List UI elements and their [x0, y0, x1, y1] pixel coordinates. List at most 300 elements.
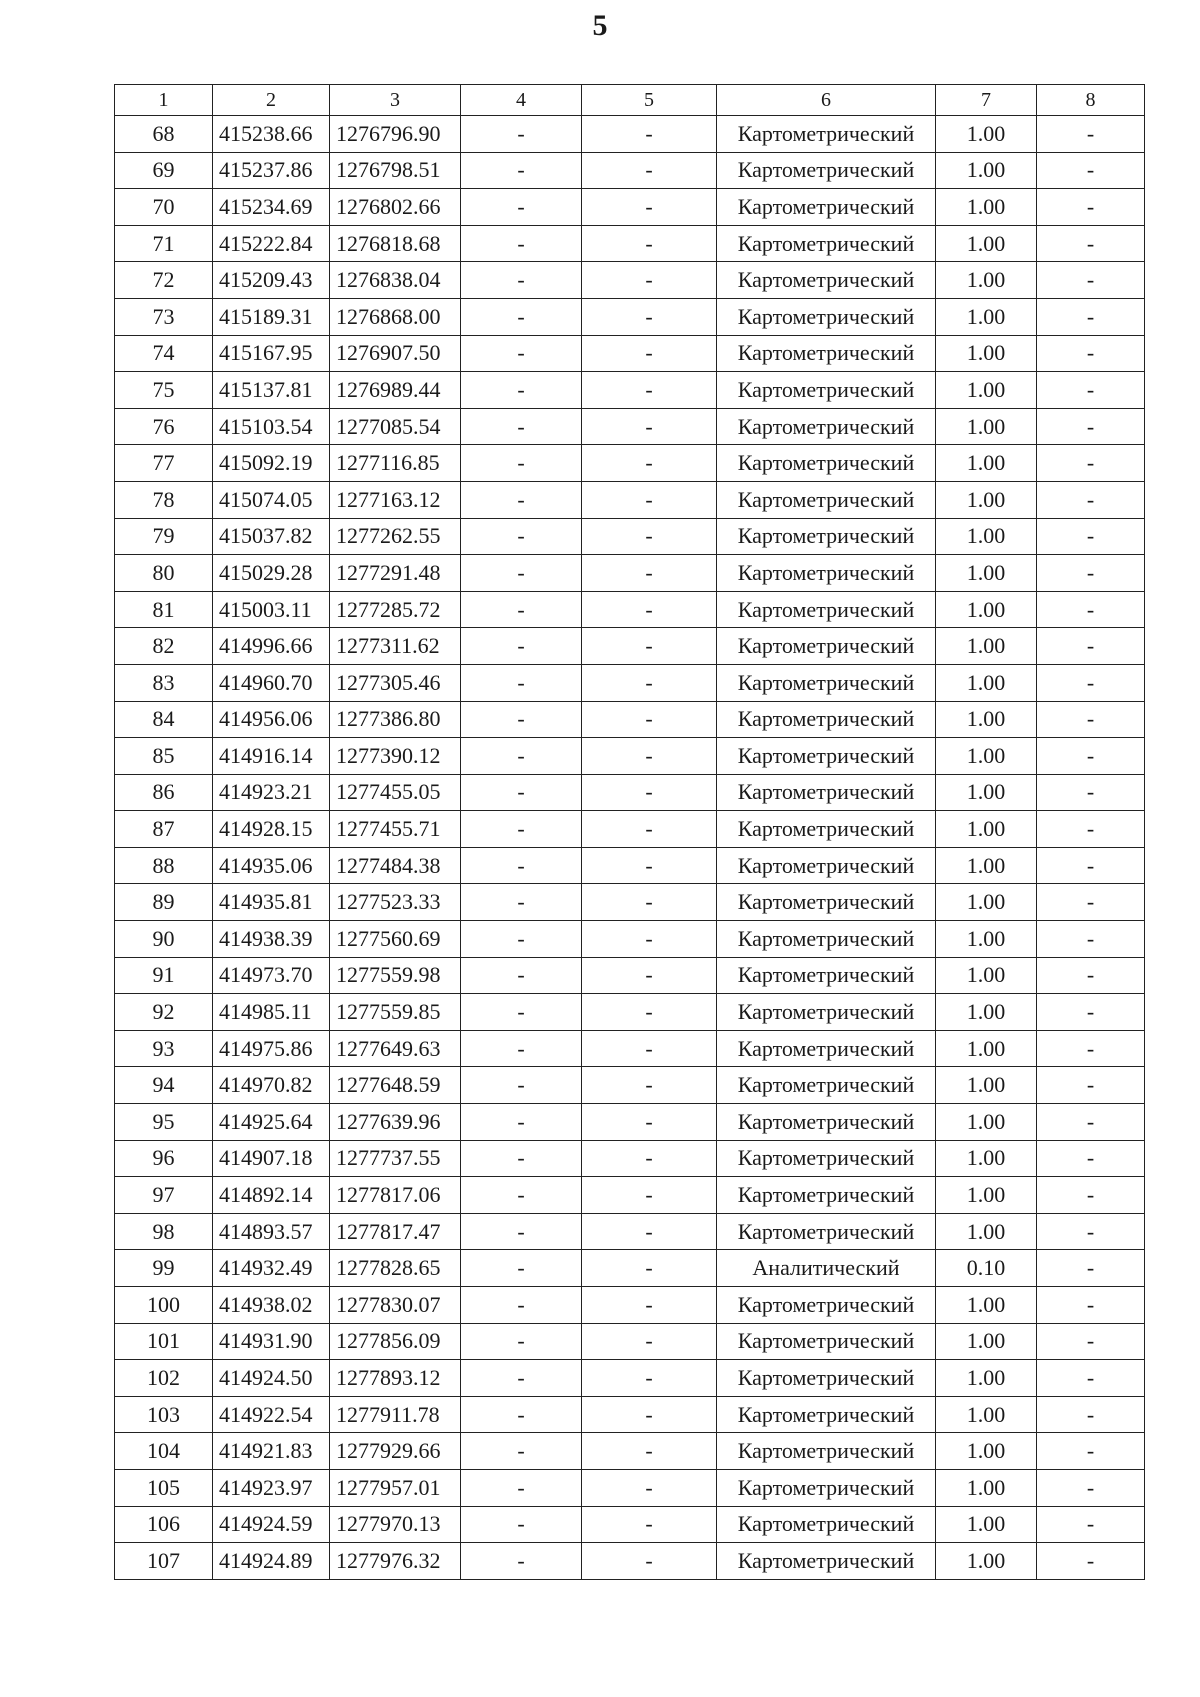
column-8-cell: - [1037, 445, 1145, 482]
column-8-cell: - [1037, 921, 1145, 958]
point-number-cell: 69 [115, 152, 213, 189]
column-4-cell: - [461, 811, 582, 848]
accuracy-cell: 1.00 [936, 847, 1037, 884]
column-8-cell: - [1037, 591, 1145, 628]
method-cell: Картометрический [717, 372, 936, 409]
y-coordinate-cell: 1277386.80 [330, 701, 461, 738]
table-row [115, 774, 1145, 811]
y-coordinate-cell: 1277455.71 [330, 811, 461, 848]
method-cell: Картометрический [717, 116, 936, 153]
table-row [115, 1287, 1145, 1324]
column-4-cell: - [461, 152, 582, 189]
point-number-cell: 104 [115, 1433, 213, 1470]
column-4-cell: - [461, 1433, 582, 1470]
page-number: 5 [592, 9, 608, 42]
point-number-cell: 90 [115, 921, 213, 958]
method-cell: Картометрический [717, 1469, 936, 1506]
column-5-cell: - [582, 116, 717, 153]
y-coordinate-cell: 1277976.32 [330, 1543, 461, 1580]
column-5-cell: - [582, 1506, 717, 1543]
method-cell: Картометрический [717, 1323, 936, 1360]
accuracy-cell: 1.00 [936, 152, 1037, 189]
column-5-cell: - [582, 1396, 717, 1433]
column-8-cell: - [1037, 1213, 1145, 1250]
table-body [115, 116, 1145, 1580]
y-coordinate-cell: 1277291.48 [330, 555, 461, 592]
column-5-cell: - [582, 189, 717, 226]
accuracy-cell: 1.00 [936, 1030, 1037, 1067]
column-4-cell: - [461, 701, 582, 738]
method-cell: Картометрический [717, 555, 936, 592]
accuracy-cell: 1.00 [936, 1396, 1037, 1433]
accuracy-cell: 1.00 [936, 1323, 1037, 1360]
y-coordinate-cell: 1277285.72 [330, 591, 461, 628]
y-coordinate-cell: 1277648.59 [330, 1067, 461, 1104]
x-coordinate-cell: 415238.66 [213, 116, 330, 153]
point-number-cell: 75 [115, 372, 213, 409]
x-coordinate-cell: 415234.69 [213, 189, 330, 226]
column-8-cell: - [1037, 664, 1145, 701]
accuracy-cell: 1.00 [936, 994, 1037, 1031]
method-cell: Картометрический [717, 1030, 936, 1067]
y-coordinate-cell: 1276907.50 [330, 335, 461, 372]
x-coordinate-cell: 414925.64 [213, 1104, 330, 1141]
method-cell: Картометрический [717, 1433, 936, 1470]
table-row [115, 701, 1145, 738]
accuracy-cell: 1.00 [936, 591, 1037, 628]
method-cell: Картометрический [717, 1067, 936, 1104]
column-4-cell: - [461, 1287, 582, 1324]
column-5-cell: - [582, 1213, 717, 1250]
column-8-cell: - [1037, 1543, 1145, 1580]
point-number-cell: 101 [115, 1323, 213, 1360]
method-cell: Картометрический [717, 335, 936, 372]
y-coordinate-cell: 1277305.46 [330, 664, 461, 701]
table-row [115, 116, 1145, 153]
method-cell: Картометрический [717, 1177, 936, 1214]
column-5-cell: - [582, 628, 717, 665]
point-number-cell: 72 [115, 262, 213, 299]
method-cell: Картометрический [717, 811, 936, 848]
point-number-cell: 95 [115, 1104, 213, 1141]
column-8-cell: - [1037, 1250, 1145, 1287]
x-coordinate-cell: 415029.28 [213, 555, 330, 592]
method-cell: Картометрический [717, 664, 936, 701]
accuracy-cell: 1.00 [936, 1433, 1037, 1470]
accuracy-cell: 1.00 [936, 1213, 1037, 1250]
column-5-cell: - [582, 1433, 717, 1470]
column-5-cell: - [582, 1469, 717, 1506]
accuracy-cell: 1.00 [936, 738, 1037, 775]
accuracy-cell: 1.00 [936, 628, 1037, 665]
column-5-cell: - [582, 1177, 717, 1214]
column-header: 1 [115, 85, 213, 116]
column-8-cell: - [1037, 738, 1145, 775]
x-coordinate-cell: 414907.18 [213, 1140, 330, 1177]
method-cell: Аналитический [717, 1250, 936, 1287]
column-4-cell: - [461, 555, 582, 592]
column-8-cell: - [1037, 1287, 1145, 1324]
table-row [115, 335, 1145, 372]
table-row [115, 1177, 1145, 1214]
accuracy-cell: 1.00 [936, 1360, 1037, 1397]
point-number-cell: 70 [115, 189, 213, 226]
y-coordinate-cell: 1277830.07 [330, 1287, 461, 1324]
column-4-cell: - [461, 664, 582, 701]
x-coordinate-cell: 414924.50 [213, 1360, 330, 1397]
table-row [115, 847, 1145, 884]
x-coordinate-cell: 414923.97 [213, 1469, 330, 1506]
method-cell: Картометрический [717, 994, 936, 1031]
column-8-cell: - [1037, 481, 1145, 518]
table-row [115, 957, 1145, 994]
column-8-cell: - [1037, 518, 1145, 555]
accuracy-cell: 1.00 [936, 811, 1037, 848]
table-row [115, 518, 1145, 555]
column-8-cell: - [1037, 372, 1145, 409]
method-cell: Картометрический [717, 445, 936, 482]
column-5-cell: - [582, 701, 717, 738]
y-coordinate-cell: 1277311.62 [330, 628, 461, 665]
accuracy-cell: 1.00 [936, 481, 1037, 518]
point-number-cell: 100 [115, 1287, 213, 1324]
column-8-cell: - [1037, 555, 1145, 592]
column-4-cell: - [461, 1469, 582, 1506]
point-number-cell: 105 [115, 1469, 213, 1506]
x-coordinate-cell: 415037.82 [213, 518, 330, 555]
y-coordinate-cell: 1277817.47 [330, 1213, 461, 1250]
table-row [115, 628, 1145, 665]
column-5-cell: - [582, 738, 717, 775]
column-5-cell: - [582, 445, 717, 482]
column-4-cell: - [461, 408, 582, 445]
column-4-cell: - [461, 372, 582, 409]
table-row [115, 921, 1145, 958]
point-number-cell: 71 [115, 225, 213, 262]
table-row [115, 1433, 1145, 1470]
column-8-cell: - [1037, 884, 1145, 921]
point-number-cell: 79 [115, 518, 213, 555]
method-cell: Картометрический [717, 408, 936, 445]
x-coordinate-cell: 414916.14 [213, 738, 330, 775]
column-5-cell: - [582, 225, 717, 262]
y-coordinate-cell: 1277817.06 [330, 1177, 461, 1214]
method-cell: Картометрический [717, 1287, 936, 1324]
x-coordinate-cell: 414928.15 [213, 811, 330, 848]
accuracy-cell: 1.00 [936, 116, 1037, 153]
column-8-cell: - [1037, 847, 1145, 884]
x-coordinate-cell: 414921.83 [213, 1433, 330, 1470]
table-row [115, 1250, 1145, 1287]
method-cell: Картометрический [717, 1213, 936, 1250]
column-5-cell: - [582, 664, 717, 701]
y-coordinate-cell: 1277737.55 [330, 1140, 461, 1177]
y-coordinate-cell: 1277911.78 [330, 1396, 461, 1433]
method-cell: Картометрический [717, 298, 936, 335]
y-coordinate-cell: 1276838.04 [330, 262, 461, 299]
x-coordinate-cell: 415222.84 [213, 225, 330, 262]
column-5-cell: - [582, 1287, 717, 1324]
y-coordinate-cell: 1277390.12 [330, 738, 461, 775]
method-cell: Картометрический [717, 884, 936, 921]
x-coordinate-cell: 414975.86 [213, 1030, 330, 1067]
method-cell: Картометрический [717, 1140, 936, 1177]
column-5-cell: - [582, 994, 717, 1031]
point-number-cell: 68 [115, 116, 213, 153]
method-cell: Картометрический [717, 481, 936, 518]
point-number-cell: 80 [115, 555, 213, 592]
accuracy-cell: 1.00 [936, 884, 1037, 921]
column-4-cell: - [461, 189, 582, 226]
x-coordinate-cell: 415103.54 [213, 408, 330, 445]
y-coordinate-cell: 1276868.00 [330, 298, 461, 335]
point-number-cell: 74 [115, 335, 213, 372]
x-coordinate-cell: 415074.05 [213, 481, 330, 518]
x-coordinate-cell: 414924.89 [213, 1543, 330, 1580]
table-row [115, 189, 1145, 226]
table-row [115, 372, 1145, 409]
method-cell: Картометрический [717, 225, 936, 262]
point-number-cell: 87 [115, 811, 213, 848]
y-coordinate-cell: 1277929.66 [330, 1433, 461, 1470]
point-number-cell: 93 [115, 1030, 213, 1067]
column-5-cell: - [582, 555, 717, 592]
accuracy-cell: 1.00 [936, 1287, 1037, 1324]
y-coordinate-cell: 1276818.68 [330, 225, 461, 262]
accuracy-cell: 1.00 [936, 1469, 1037, 1506]
point-number-cell: 86 [115, 774, 213, 811]
column-header: 6 [717, 85, 936, 116]
column-5-cell: - [582, 847, 717, 884]
table-row [115, 591, 1145, 628]
method-cell: Картометрический [717, 1506, 936, 1543]
table-row [115, 1213, 1145, 1250]
column-4-cell: - [461, 957, 582, 994]
column-5-cell: - [582, 335, 717, 372]
y-coordinate-cell: 1276989.44 [330, 372, 461, 409]
y-coordinate-cell: 1277649.63 [330, 1030, 461, 1067]
point-number-cell: 78 [115, 481, 213, 518]
accuracy-cell: 1.00 [936, 1104, 1037, 1141]
column-4-cell: - [461, 591, 582, 628]
accuracy-cell: 1.00 [936, 335, 1037, 372]
table-row [115, 994, 1145, 1031]
table-row [115, 664, 1145, 701]
column-header: 5 [582, 85, 717, 116]
x-coordinate-cell: 415137.81 [213, 372, 330, 409]
method-cell: Картометрический [717, 518, 936, 555]
accuracy-cell: 1.00 [936, 1506, 1037, 1543]
point-number-cell: 97 [115, 1177, 213, 1214]
x-coordinate-cell: 415092.19 [213, 445, 330, 482]
method-cell: Картометрический [717, 1104, 936, 1141]
column-8-cell: - [1037, 1104, 1145, 1141]
point-number-cell: 84 [115, 701, 213, 738]
column-header: 3 [330, 85, 461, 116]
table-row [115, 811, 1145, 848]
table-row [115, 262, 1145, 299]
accuracy-cell: 0.10 [936, 1250, 1037, 1287]
column-4-cell: - [461, 1213, 582, 1250]
column-8-cell: - [1037, 116, 1145, 153]
point-number-cell: 102 [115, 1360, 213, 1397]
column-5-cell: - [582, 774, 717, 811]
accuracy-cell: 1.00 [936, 1543, 1037, 1580]
x-coordinate-cell: 414935.06 [213, 847, 330, 884]
column-5-cell: - [582, 408, 717, 445]
method-cell: Картометрический [717, 701, 936, 738]
point-number-cell: 106 [115, 1506, 213, 1543]
column-8-cell: - [1037, 1177, 1145, 1214]
x-coordinate-cell: 414970.82 [213, 1067, 330, 1104]
column-8-cell: - [1037, 152, 1145, 189]
column-8-cell: - [1037, 225, 1145, 262]
column-5-cell: - [582, 262, 717, 299]
column-8-cell: - [1037, 1323, 1145, 1360]
y-coordinate-cell: 1277559.98 [330, 957, 461, 994]
column-8-cell: - [1037, 262, 1145, 299]
column-4-cell: - [461, 335, 582, 372]
column-5-cell: - [582, 884, 717, 921]
accuracy-cell: 1.00 [936, 262, 1037, 299]
y-coordinate-cell: 1276796.90 [330, 116, 461, 153]
x-coordinate-cell: 414985.11 [213, 994, 330, 1031]
column-8-cell: - [1037, 957, 1145, 994]
method-cell: Картометрический [717, 1543, 936, 1580]
column-4-cell: - [461, 1323, 582, 1360]
column-4-cell: - [461, 445, 582, 482]
column-8-cell: - [1037, 1067, 1145, 1104]
accuracy-cell: 1.00 [936, 1140, 1037, 1177]
column-8-cell: - [1037, 994, 1145, 1031]
column-4-cell: - [461, 1506, 582, 1543]
accuracy-cell: 1.00 [936, 372, 1037, 409]
table-row [115, 152, 1145, 189]
y-coordinate-cell: 1277523.33 [330, 884, 461, 921]
y-coordinate-cell: 1277856.09 [330, 1323, 461, 1360]
column-5-cell: - [582, 1067, 717, 1104]
column-5-cell: - [582, 957, 717, 994]
y-coordinate-cell: 1277893.12 [330, 1360, 461, 1397]
point-number-cell: 98 [115, 1213, 213, 1250]
column-5-cell: - [582, 811, 717, 848]
point-number-cell: 91 [115, 957, 213, 994]
column-5-cell: - [582, 481, 717, 518]
column-4-cell: - [461, 1140, 582, 1177]
accuracy-cell: 1.00 [936, 298, 1037, 335]
column-5-cell: - [582, 1360, 717, 1397]
column-5-cell: - [582, 1323, 717, 1360]
column-8-cell: - [1037, 628, 1145, 665]
method-cell: Картометрический [717, 628, 936, 665]
column-5-cell: - [582, 1030, 717, 1067]
column-8-cell: - [1037, 1506, 1145, 1543]
table-row [115, 1140, 1145, 1177]
y-coordinate-cell: 1277957.01 [330, 1469, 461, 1506]
column-8-cell: - [1037, 1433, 1145, 1470]
point-number-cell: 77 [115, 445, 213, 482]
accuracy-cell: 1.00 [936, 189, 1037, 226]
table-row [115, 1323, 1145, 1360]
column-8-cell: - [1037, 408, 1145, 445]
column-header: 2 [213, 85, 330, 116]
y-coordinate-cell: 1277163.12 [330, 481, 461, 518]
method-cell: Картометрический [717, 591, 936, 628]
column-8-cell: - [1037, 189, 1145, 226]
table-row [115, 225, 1145, 262]
point-number-cell: 88 [115, 847, 213, 884]
y-coordinate-cell: 1277639.96 [330, 1104, 461, 1141]
column-4-cell: - [461, 225, 582, 262]
point-number-cell: 85 [115, 738, 213, 775]
x-coordinate-cell: 414960.70 [213, 664, 330, 701]
column-8-cell: - [1037, 774, 1145, 811]
accuracy-cell: 1.00 [936, 921, 1037, 958]
point-number-cell: 73 [115, 298, 213, 335]
accuracy-cell: 1.00 [936, 408, 1037, 445]
point-number-cell: 81 [115, 591, 213, 628]
point-number-cell: 89 [115, 884, 213, 921]
column-8-cell: - [1037, 1469, 1145, 1506]
x-coordinate-cell: 415209.43 [213, 262, 330, 299]
column-4-cell: - [461, 481, 582, 518]
column-header: 4 [461, 85, 582, 116]
x-coordinate-cell: 414931.90 [213, 1323, 330, 1360]
point-number-cell: 94 [115, 1067, 213, 1104]
y-coordinate-cell: 1277828.65 [330, 1250, 461, 1287]
table-row [115, 1396, 1145, 1433]
method-cell: Картометрический [717, 738, 936, 775]
table-row [115, 298, 1145, 335]
method-cell: Картометрический [717, 1396, 936, 1433]
column-4-cell: - [461, 628, 582, 665]
column-5-cell: - [582, 298, 717, 335]
column-4-cell: - [461, 1250, 582, 1287]
x-coordinate-cell: 414893.57 [213, 1213, 330, 1250]
table-row [115, 1469, 1145, 1506]
point-number-cell: 92 [115, 994, 213, 1031]
x-coordinate-cell: 414922.54 [213, 1396, 330, 1433]
column-8-cell: - [1037, 1360, 1145, 1397]
method-cell: Картометрический [717, 847, 936, 884]
accuracy-cell: 1.00 [936, 1177, 1037, 1214]
table-row [115, 445, 1145, 482]
table-row [115, 738, 1145, 775]
column-5-cell: - [582, 1140, 717, 1177]
column-8-cell: - [1037, 1030, 1145, 1067]
point-number-cell: 83 [115, 664, 213, 701]
point-number-cell: 103 [115, 1396, 213, 1433]
point-number-cell: 107 [115, 1543, 213, 1580]
column-4-cell: - [461, 262, 582, 299]
table-row [115, 884, 1145, 921]
column-5-cell: - [582, 1543, 717, 1580]
column-4-cell: - [461, 738, 582, 775]
y-coordinate-cell: 1277970.13 [330, 1506, 461, 1543]
column-5-cell: - [582, 1250, 717, 1287]
accuracy-cell: 1.00 [936, 555, 1037, 592]
table-row [115, 408, 1145, 445]
y-coordinate-cell: 1277085.54 [330, 408, 461, 445]
column-4-cell: - [461, 1177, 582, 1214]
column-header: 8 [1037, 85, 1145, 116]
point-number-cell: 76 [115, 408, 213, 445]
column-4-cell: - [461, 921, 582, 958]
accuracy-cell: 1.00 [936, 518, 1037, 555]
column-8-cell: - [1037, 1140, 1145, 1177]
column-8-cell: - [1037, 701, 1145, 738]
column-4-cell: - [461, 116, 582, 153]
